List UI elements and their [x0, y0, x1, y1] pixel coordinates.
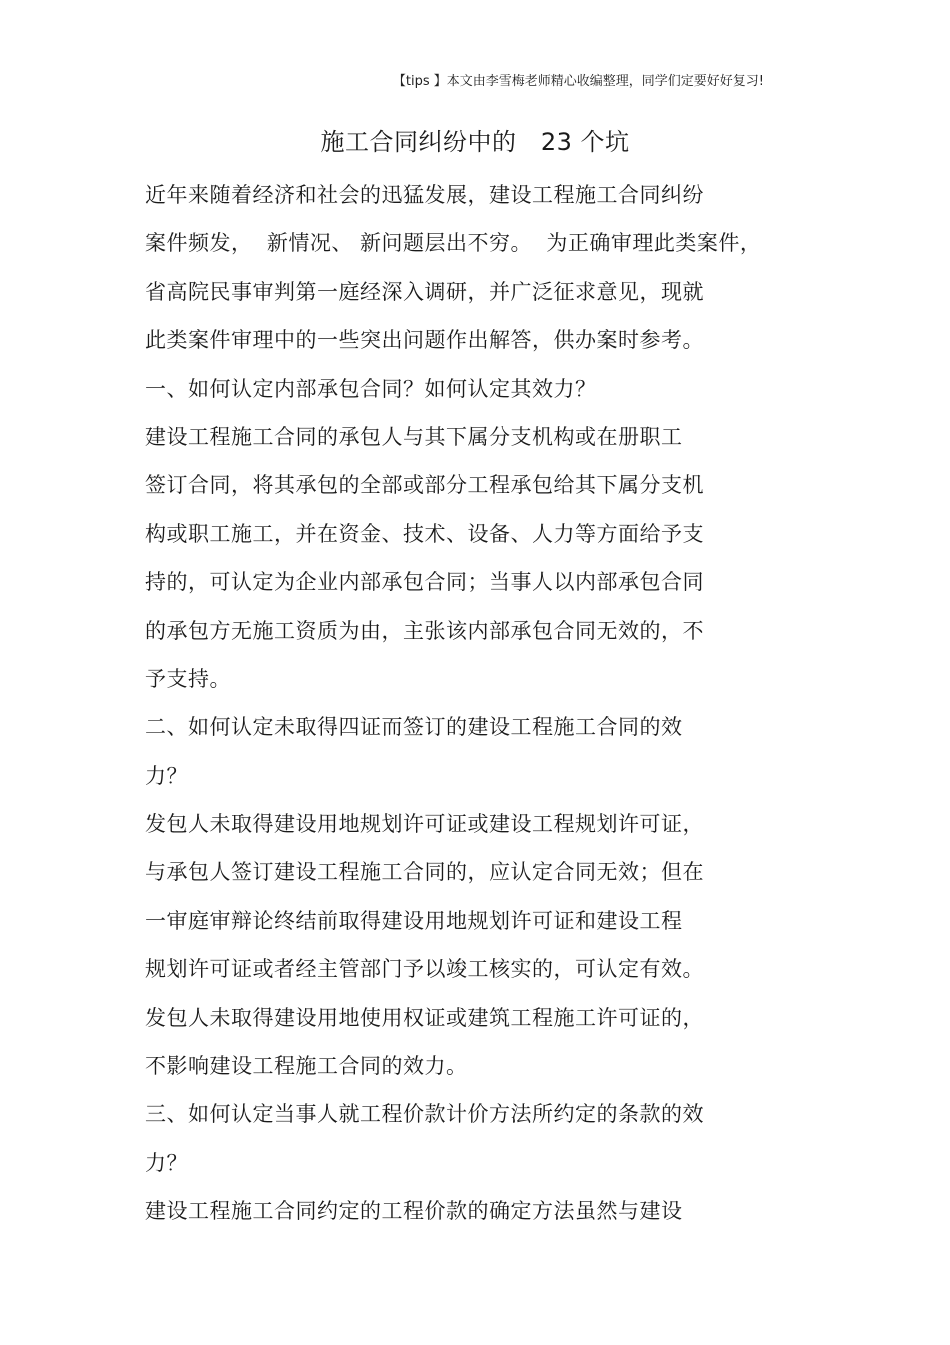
body-line: 予支持。 — [145, 666, 231, 691]
body-line: 案件频发， 新情况、 新问题层出不穷。 为正确审理此类案件， — [145, 231, 762, 256]
section-heading-3-cont: 力？ — [145, 1150, 188, 1175]
document-body — [145, 176, 845, 1241]
body-line: 此类案件审理中的一些突出问题作出解答，供办案时参考。 — [145, 328, 704, 353]
section-heading-2-cont: 力？ — [145, 763, 188, 788]
section-heading-1: 一、如何认定内部承包合同？如何认定其效力？ — [145, 376, 597, 401]
body-line: 建设工程施工合同约定的工程价款的确定方法虽然与建设 — [145, 1199, 683, 1224]
body-line: 与承包人签订建设工程施工合同的，应认定合同无效；但在 — [145, 860, 704, 885]
body-line: 发包人未取得建设用地规划许可证或建设工程规划许可证， — [145, 812, 704, 837]
header-tips-note: 【tips 】本文由李雪梅老师精心收编整理，同学们定要好好复习! — [392, 74, 764, 89]
body-line: 近年来随着经济和社会的迅猛发展，建设工程施工合同纠纷 — [145, 183, 704, 207]
body-line: 省高院民事审判第一庭经深入调研，并广泛征求意见，现就 — [145, 279, 704, 304]
body-line: 规划许可证或者经主管部门予以竣工核实的，可认定有效。 — [145, 957, 704, 982]
body-line: 建设工程施工合同的承包人与其下属分支机构或在册职工 — [145, 424, 683, 449]
body-line: 的承包方无施工资质为由，主张该内部承包合同无效的，不 — [145, 618, 704, 643]
body-line: 构或职工施工，并在资金、技术、设备、人力等方面给予支 — [145, 521, 704, 546]
body-line: 持的，可认定为企业内部承包合同；当事人以内部承包合同 — [145, 570, 704, 595]
section-heading-3: 三、如何认定当事人就工程价款计价方法所约定的条款的效 — [145, 1102, 704, 1127]
body-line: 一审庭审辩论终结前取得建设用地规划许可证和建设工程 — [145, 908, 683, 933]
document-title: 施工合同纠纷中的 23 个坑 — [320, 128, 630, 156]
body-line: 签订合同，将其承包的全部或部分工程承包给其下属分支机 — [145, 473, 704, 498]
section-heading-2: 二、如何认定未取得四证而签订的建设工程施工合同的效 — [145, 715, 683, 740]
body-line: 发包人未取得建设用地使用权证或建筑工程施工许可证的， — [145, 1005, 704, 1030]
body-line: 不影响建设工程施工合同的效力。 — [145, 1054, 468, 1079]
